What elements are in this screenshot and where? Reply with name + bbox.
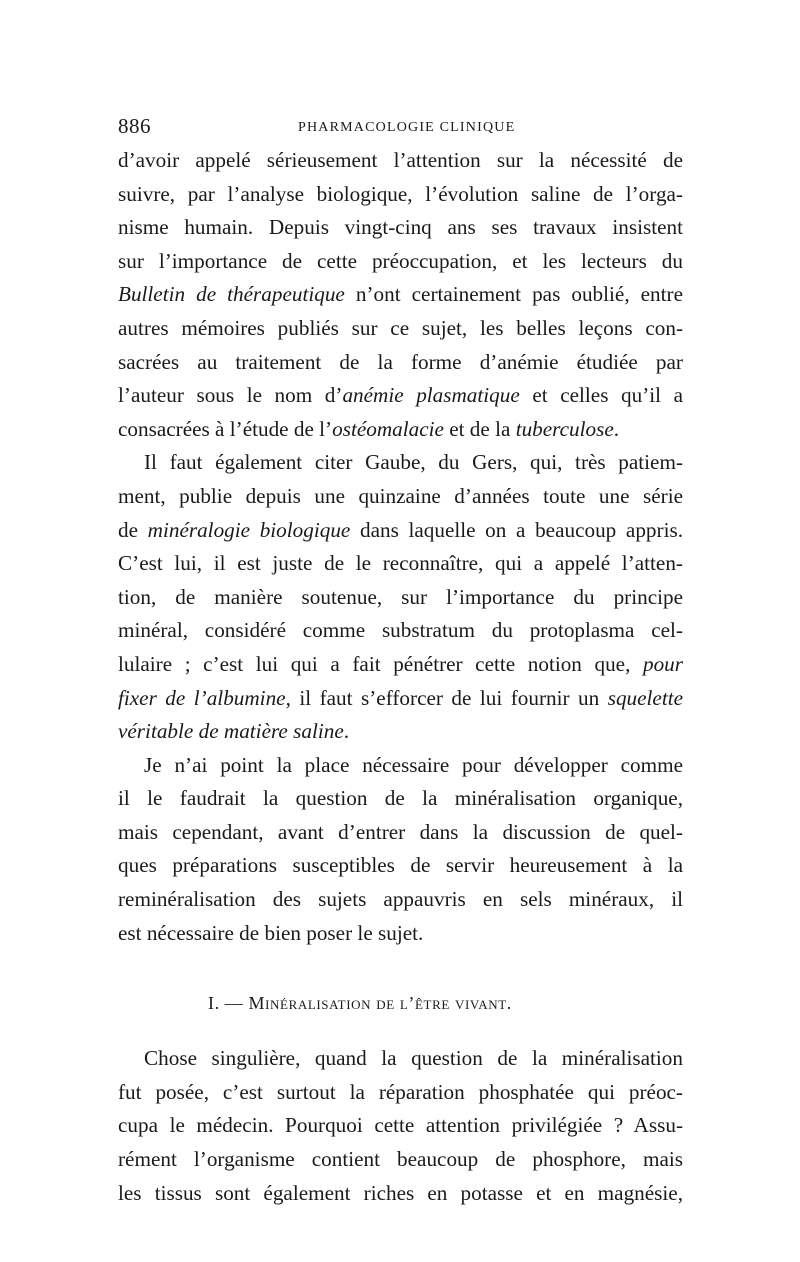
text-line: sacrées au traitement de la forme d’anémie étudiée par: [118, 349, 683, 374]
text-fragment: .: [343, 719, 350, 744]
text-fragment: .: [613, 416, 620, 441]
text-fragment: lulaire ; c’est lui qui a fait pénétrer cette notion que,: [118, 651, 643, 676]
paragraph-3: [118, 749, 683, 951]
text-line: Chose singulière, quand la question de la minéralisation: [144, 1046, 683, 1071]
italic-term: fixer de l’albumine: [118, 685, 286, 710]
text-fragment: n’ont certainement pas oublié, entre: [344, 282, 683, 307]
section-heading: [118, 986, 683, 1020]
text-line: Il faut également citer Gaube, du Gers, qui, très patiem-: [144, 450, 683, 475]
italic-term: véritable de matière saline: [118, 719, 344, 744]
text-line: [118, 278, 683, 312]
text-line: sur l’importance de cette préoccupation, et les lecteurs du: [118, 248, 683, 273]
italic-term: squelette: [607, 685, 683, 710]
text-line: minéral, considéré comme substratum du protoplasma cel-: [118, 618, 683, 643]
italic-title-bulletin: Bulletin de thérapeutique: [118, 282, 345, 307]
italic-term: pour: [642, 651, 683, 676]
italic-term: minéralogie biologique: [147, 517, 351, 542]
italic-term: anémie plasmatique: [342, 383, 520, 408]
page-header: [118, 110, 683, 144]
text-line: rément l’organisme contient beaucoup de phosphore, mais: [118, 1147, 683, 1172]
text-line: fut posée, c’est surtout la réparation phosphatée qui préoc-: [118, 1079, 683, 1104]
paragraph-4: [118, 1042, 683, 1210]
section-title: Minéralisation de l’être vivant.: [248, 993, 512, 1014]
text-line: [118, 514, 683, 548]
italic-term: tuberculose: [515, 416, 614, 441]
text-fragment: et de la: [443, 416, 516, 441]
text-line: [118, 682, 683, 716]
paragraph-1: [118, 144, 683, 446]
text-line: il le faudrait la question de la minéralisation organique,: [118, 786, 683, 811]
text-fragment: l’auteur sous le nom d’: [118, 383, 343, 408]
text-line: cupa le médecin. Pourquoi cette attention privilégiée ? Assu-: [118, 1113, 683, 1138]
text-line: Je n’ai point la place nécessaire pour développer comme: [144, 752, 683, 777]
text-line: mais cependant, avant d’entrer dans la discussion de quel-: [118, 819, 683, 844]
text-line: nisme humain. Depuis vingt-cinq ans ses travaux insistent: [118, 215, 683, 240]
text-fragment: de: [118, 517, 148, 542]
text-line: [118, 648, 683, 682]
text-line: ques préparations susceptibles de servir heureusement à la: [118, 853, 683, 878]
text-line: [118, 715, 683, 749]
text-line: [118, 379, 683, 413]
text-fragment: , il faut s’efforcer de lui fournir un: [285, 685, 608, 710]
page-number: 886: [118, 114, 151, 138]
text-fragment: dans laquelle on a beaucoup appris.: [350, 517, 683, 542]
text-line: est nécessaire de bien poser le sujet.: [118, 920, 424, 945]
text-line: C’est lui, il est juste de le reconnaître, qui a appelé l’atten-: [118, 551, 683, 576]
text-line: suivre, par l’analyse biologique, l’évolution saline de l’orga-: [118, 181, 683, 206]
paragraph-2: [118, 446, 683, 748]
text-line: reminéralisation des sujets appauvris en sels minéraux, il: [118, 887, 683, 912]
text-line: ment, publie depuis une quinzaine d’années toute une série: [118, 483, 683, 508]
text-line: les tissus sont également riches en potasse et en magnésie,: [118, 1180, 683, 1205]
text-line: autres mémoires publiés sur ce sujet, les belles leçons con-: [118, 315, 683, 340]
text-line: d’avoir appelé sérieusement l’attention sur la nécessité de: [118, 148, 683, 172]
text-fragment: et celles qu’il a: [519, 383, 683, 408]
text-line: tion, de manière soutenue, sur l’importance du principe: [118, 584, 683, 609]
running-title: PHARMACOLOGIE CLINIQUE: [298, 120, 516, 135]
text-fragment: consacrées à l’étude de l’: [118, 416, 333, 441]
italic-term: ostéomalacie: [332, 416, 444, 441]
book-page: [118, 110, 683, 1210]
section-number: I. —: [208, 993, 244, 1014]
text-line: [118, 413, 683, 447]
